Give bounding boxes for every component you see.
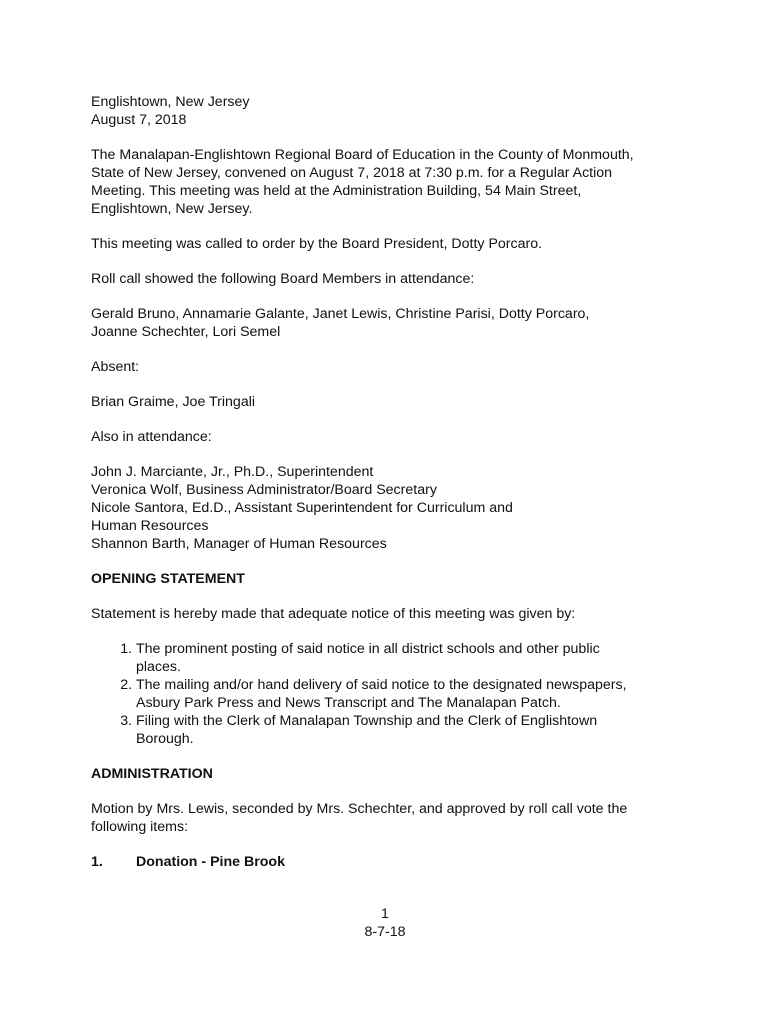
intro-line: The Manalapan-Englishtown Regional Board of Education in the County of Monmouth, — [91, 147, 634, 163]
header-block — [91, 93, 691, 129]
notice-line: Borough. — [136, 731, 194, 747]
also-label: Also in attendance: — [91, 429, 212, 445]
roll-call-paragraph — [91, 270, 691, 288]
notice-line: 1. The prominent posting of said notice in all district schools and other public — [136, 641, 600, 657]
administration-heading-block — [91, 765, 691, 783]
call-to-order-text: This meeting was called to order by the Board President, Dotty Porcaro. — [91, 236, 543, 252]
notice-line: 2. The mailing and/or hand delivery of said notice to the designated newspapers, — [136, 677, 627, 693]
attendee-line: John J. Marciante, Jr., Ph.D., Superintendent — [91, 464, 374, 480]
notice-line: 3. Filing with the Clerk of Manalapan Township and the Clerk of Englishtown — [136, 713, 598, 729]
absent-names-paragraph — [91, 393, 691, 411]
absent-names: Brian Graime, Joe Tringali — [91, 394, 256, 410]
intro-line: State of New Jersey, convened on August 7, 2018 at 7:30 p.m. for a Regular Action — [91, 165, 613, 181]
list-item — [136, 676, 691, 712]
header-location: Englishtown, New Jersey — [91, 94, 250, 110]
donation-number: 1. — [91, 854, 103, 870]
administration-heading: ADMINISTRATION — [91, 766, 213, 782]
notice-line: Asbury Park Press and News Transcript and The Manalapan Patch. — [136, 695, 561, 711]
notice-list — [91, 640, 691, 748]
opening-statement-paragraph — [91, 605, 691, 623]
also-attendance-list — [91, 463, 691, 553]
list-item — [136, 712, 691, 748]
motion-paragraph — [91, 800, 691, 836]
motion-line: Motion by Mrs. Lewis, seconded by Mrs. Schechter, and approved by roll call vote the — [91, 801, 628, 817]
absent-label: Absent: — [91, 359, 140, 375]
notice-line: places. — [136, 659, 181, 675]
attendee-line: Nicole Santora, Ed.D., Assistant Superintendent for Curriculum and — [91, 500, 513, 516]
intro-line: Meeting. This meeting was held at the Administration Building, 54 Main Street, — [91, 183, 582, 199]
call-to-order-paragraph — [91, 235, 691, 253]
roll-call-text: Roll call showed the following Board Members in attendance: — [91, 271, 475, 287]
attendee-line: Shannon Barth, Manager of Human Resources — [91, 536, 387, 552]
donation-title: Donation - Pine Brook — [136, 854, 285, 870]
attendee-line: Veronica Wolf, Business Administrator/Board Secretary — [91, 482, 437, 498]
footer-date-code: 8-7-18 — [364, 924, 406, 940]
intro-line: Englishtown, New Jersey. — [91, 201, 253, 217]
page-footer — [0, 905, 770, 941]
opening-statement-heading-block — [91, 570, 691, 588]
page-number: 1 — [381, 906, 389, 922]
header-date: August 7, 2018 — [91, 112, 187, 128]
document-page — [91, 93, 691, 871]
donation-item — [91, 853, 691, 871]
opening-statement-text: Statement is hereby made that adequate notice of this meeting was given by: — [91, 606, 576, 622]
also-label-paragraph — [91, 428, 691, 446]
members-paragraph — [91, 305, 691, 341]
list-item — [136, 640, 691, 676]
members-line: Gerald Bruno, Annamarie Galante, Janet Lewis, Christine Parisi, Dotty Porcaro, — [91, 306, 590, 322]
motion-line: following items: — [91, 819, 188, 835]
members-line: Joanne Schechter, Lori Semel — [91, 324, 281, 340]
absent-label-paragraph — [91, 358, 691, 376]
intro-paragraph — [91, 146, 691, 218]
opening-statement-heading: OPENING STATEMENT — [91, 571, 245, 587]
attendee-line: Human Resources — [91, 518, 209, 534]
